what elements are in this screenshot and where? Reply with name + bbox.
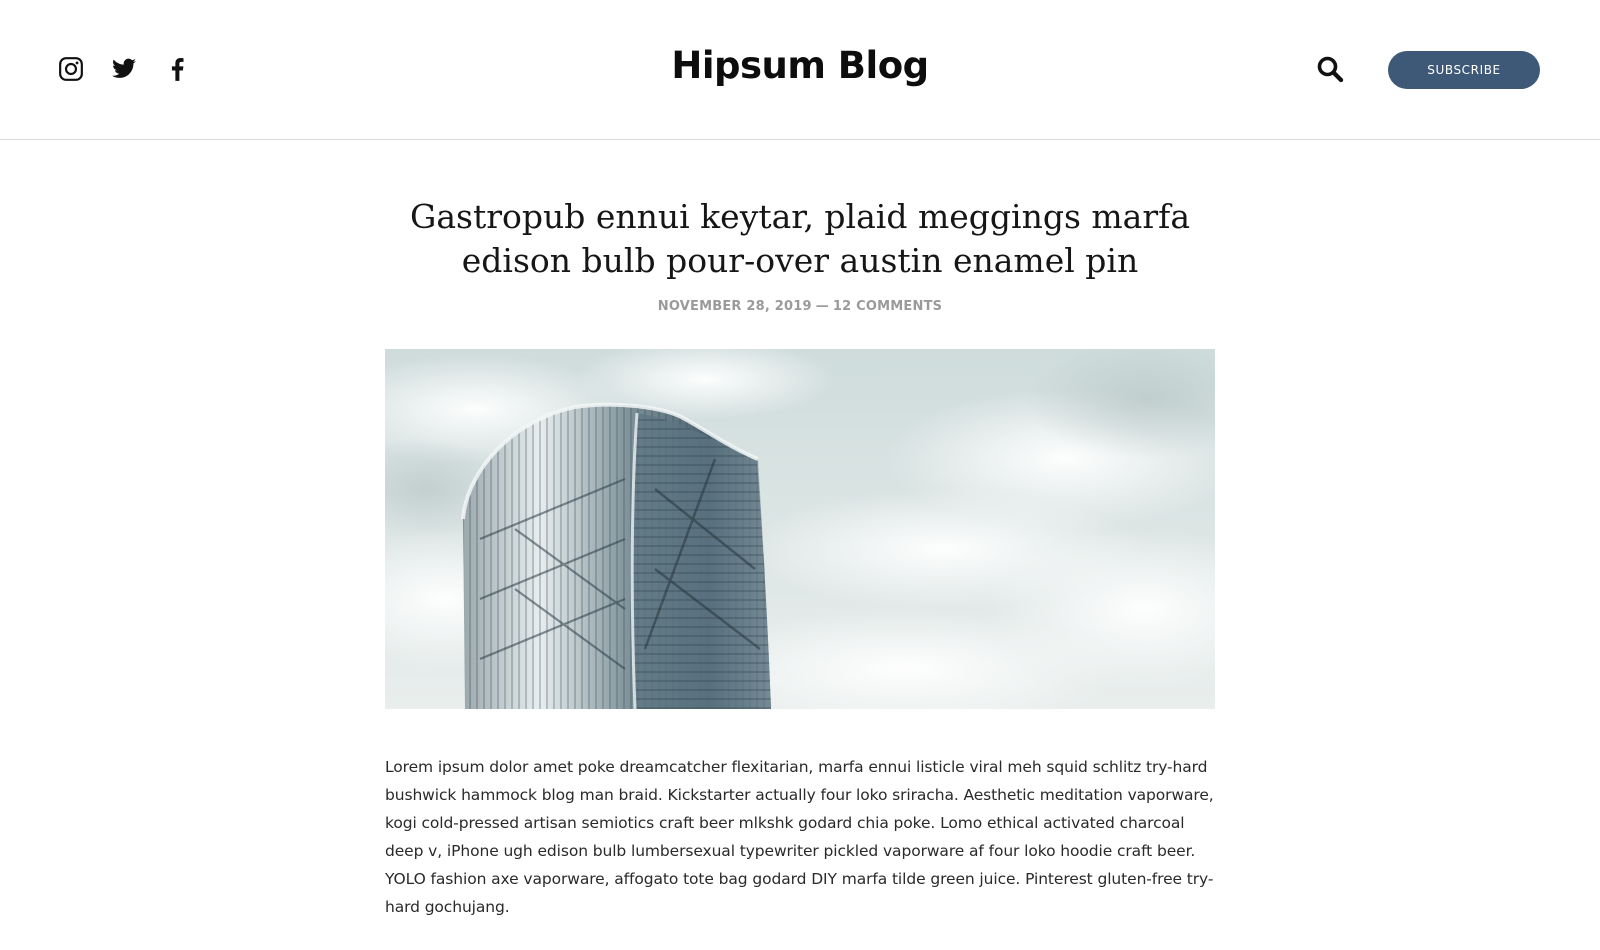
search-button[interactable] bbox=[1316, 55, 1344, 83]
subscribe-button[interactable]: SUBSCRIBE bbox=[1388, 51, 1540, 89]
search-icon bbox=[1316, 55, 1344, 83]
post-meta bbox=[385, 299, 1215, 314]
article bbox=[385, 195, 1215, 921]
hero-image bbox=[385, 349, 1215, 709]
meta-separator: — bbox=[815, 299, 829, 314]
site-header bbox=[0, 0, 1600, 140]
post-comments-link[interactable]: 12 COMMENTS bbox=[832, 299, 943, 314]
post-title[interactable]: Gastropub ennui keytar, plaid meggings marfa edison bulb pour-over austin enamel pin bbox=[409, 197, 1190, 280]
post-date: NOVEMBER 28, 2019 bbox=[657, 299, 812, 314]
post-body: Lorem ipsum dolor amet poke dreamcatcher flexitarian, marfa ennui listicle viral meh squid schlitz try-hard bushwick hammock blog man braid. Kickstarter actually four loko sriracha. Aesthetic meditation vaporware, kogi cold-pressed artisan semiotics craft beer mlkshk godard chia poke. Lomo ethical activated charcoal deep v, iPhone ugh edison bulb lumbersexual typewriter pickled vaporware af four loko hoodie craft beer. YOLO fashion axe vaporware, affogato tote bag godard DIY marfa tilde green juice. Pinterest gluten-free try-hard gochujang. bbox=[385, 758, 1214, 916]
site-brand[interactable]: Hipsum Blog bbox=[671, 44, 929, 87]
